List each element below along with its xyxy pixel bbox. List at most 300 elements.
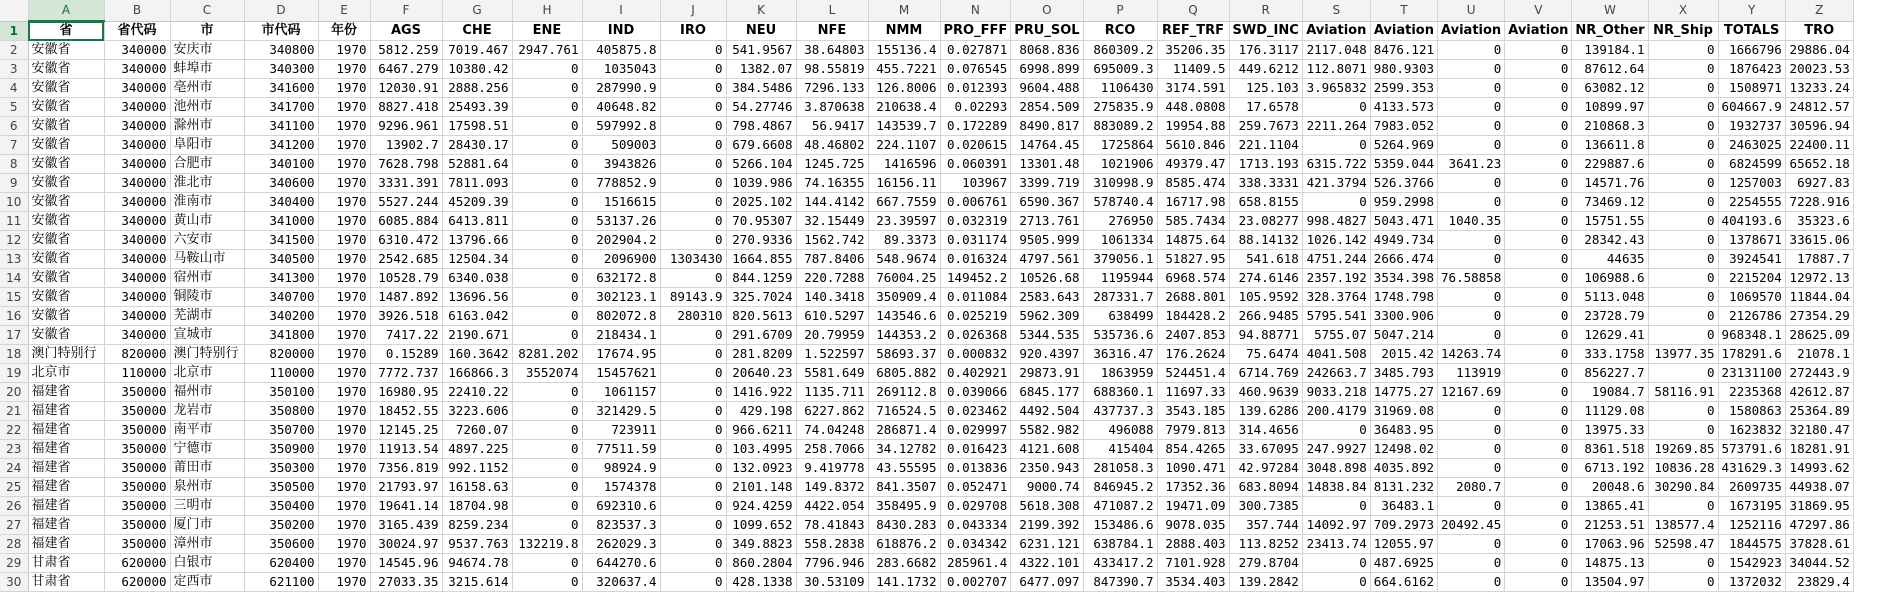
cell[interactable]: 0 xyxy=(660,364,726,383)
cell[interactable]: 0 xyxy=(1302,136,1370,155)
cell[interactable]: 5610.846 xyxy=(1157,136,1229,155)
column-header-O[interactable]: O xyxy=(1011,0,1083,21)
cell[interactable]: 287990.9 xyxy=(582,79,660,98)
cell[interactable]: 福建省 xyxy=(28,497,104,516)
cell[interactable]: 3048.898 xyxy=(1302,459,1370,478)
cell[interactable]: 350800 xyxy=(244,402,318,421)
column-header-H[interactable]: H xyxy=(512,0,582,21)
cell[interactable]: 0 xyxy=(1438,459,1505,478)
cell[interactable]: 3924541 xyxy=(1718,250,1785,269)
cell[interactable]: 12145.25 xyxy=(370,421,442,440)
header-cell[interactable]: NFE xyxy=(796,21,868,41)
cell[interactable]: 0 xyxy=(1438,193,1505,212)
cell[interactable]: 11844.04 xyxy=(1785,288,1853,307)
cell[interactable]: 0 xyxy=(1505,60,1572,79)
cell[interactable]: 福建省 xyxy=(28,516,104,535)
cell[interactable]: 5795.541 xyxy=(1302,307,1370,326)
cell[interactable]: 340000 xyxy=(104,174,170,193)
cell[interactable]: 马鞍山市 xyxy=(170,250,244,269)
cell[interactable]: 487.6925 xyxy=(1370,554,1437,573)
cell[interactable]: 139.6286 xyxy=(1229,402,1302,421)
row-number[interactable]: 28 xyxy=(0,535,28,554)
cell[interactable]: 21793.97 xyxy=(370,478,442,497)
cell[interactable]: 920.4397 xyxy=(1011,345,1083,364)
cell[interactable]: 1035043 xyxy=(582,60,660,79)
cell[interactable]: 688360.1 xyxy=(1083,383,1157,402)
cell[interactable]: 1039.986 xyxy=(726,174,796,193)
cell[interactable]: 11913.54 xyxy=(370,440,442,459)
cell[interactable]: 2357.192 xyxy=(1302,269,1370,288)
cell[interactable]: 6714.769 xyxy=(1229,364,1302,383)
cell[interactable]: 178291.6 xyxy=(1718,345,1785,364)
cell[interactable]: 安徽省 xyxy=(28,60,104,79)
cell[interactable]: 18281.91 xyxy=(1785,440,1853,459)
cell[interactable]: 0 xyxy=(1438,174,1505,193)
cell[interactable]: 350000 xyxy=(104,421,170,440)
cell[interactable]: 0 xyxy=(660,459,726,478)
cell[interactable]: 13504.97 xyxy=(1572,573,1648,592)
cell[interactable]: 北京市 xyxy=(170,364,244,383)
cell[interactable]: 3534.398 xyxy=(1370,269,1437,288)
cell[interactable]: 0.402921 xyxy=(940,364,1011,383)
cell[interactable]: 1970 xyxy=(318,98,370,117)
cell[interactable]: 8490.817 xyxy=(1011,117,1083,136)
cell[interactable]: 144353.2 xyxy=(868,326,940,345)
cell[interactable]: 0.029708 xyxy=(940,497,1011,516)
cell[interactable]: 0 xyxy=(660,41,726,60)
header-cell[interactable]: 省 xyxy=(28,21,104,41)
cell[interactable]: 924.4259 xyxy=(726,497,796,516)
cell[interactable]: 709.2973 xyxy=(1370,516,1437,535)
row-number[interactable]: 7 xyxy=(0,136,28,155)
cell[interactable]: 4322.101 xyxy=(1011,554,1083,573)
cell[interactable]: 76004.25 xyxy=(868,269,940,288)
cell[interactable]: 15457621 xyxy=(582,364,660,383)
cell[interactable]: 350400 xyxy=(244,497,318,516)
cell[interactable]: 0 xyxy=(512,155,582,174)
cell[interactable]: 338.3331 xyxy=(1229,174,1302,193)
cell[interactable]: 0 xyxy=(660,440,726,459)
cell[interactable]: 0.006761 xyxy=(940,193,1011,212)
cell[interactable]: 597992.8 xyxy=(582,117,660,136)
cell[interactable]: 宁德市 xyxy=(170,440,244,459)
cell[interactable]: 103.4995 xyxy=(726,440,796,459)
cell[interactable]: 0 xyxy=(1438,554,1505,573)
cell[interactable]: 0 xyxy=(1505,326,1572,345)
cell[interactable]: 0 xyxy=(1648,136,1718,155)
cell[interactable]: 1970 xyxy=(318,288,370,307)
cell[interactable]: 0 xyxy=(1648,98,1718,117)
cell[interactable]: 8259.234 xyxy=(442,516,512,535)
cell[interactable]: 325.7024 xyxy=(726,288,796,307)
cell[interactable]: 496088 xyxy=(1083,421,1157,440)
cell[interactable]: 17063.96 xyxy=(1572,535,1648,554)
cell[interactable]: 621100 xyxy=(244,573,318,592)
cell[interactable]: 112.8071 xyxy=(1302,60,1370,79)
cell[interactable]: 0 xyxy=(1505,155,1572,174)
cell[interactable]: 池州市 xyxy=(170,98,244,117)
cell[interactable]: 0.013836 xyxy=(940,459,1011,478)
cell[interactable]: 966.6211 xyxy=(726,421,796,440)
cell[interactable]: 淮北市 xyxy=(170,174,244,193)
cell[interactable]: 340400 xyxy=(244,193,318,212)
cell[interactable]: 1876423 xyxy=(1718,60,1785,79)
cell[interactable]: 18452.55 xyxy=(370,402,442,421)
cell[interactable]: 1090.471 xyxy=(1157,459,1229,478)
cell[interactable]: 1970 xyxy=(318,364,370,383)
cell[interactable]: 0 xyxy=(1302,421,1370,440)
cell[interactable]: 12498.02 xyxy=(1370,440,1437,459)
cell[interactable]: 8430.283 xyxy=(868,516,940,535)
cell[interactable]: 8827.418 xyxy=(370,98,442,117)
cell[interactable]: 1970 xyxy=(318,326,370,345)
cell[interactable]: 276950 xyxy=(1083,212,1157,231)
cell[interactable]: 1970 xyxy=(318,60,370,79)
cell[interactable]: 0 xyxy=(512,193,582,212)
cell[interactable]: 0 xyxy=(1438,231,1505,250)
cell[interactable]: 0 xyxy=(660,497,726,516)
cell[interactable]: 45209.39 xyxy=(442,193,512,212)
cell[interactable]: 8068.836 xyxy=(1011,41,1083,60)
cell[interactable]: 1416.922 xyxy=(726,383,796,402)
cell[interactable]: 138577.4 xyxy=(1648,516,1718,535)
cell[interactable]: 0.023462 xyxy=(940,402,1011,421)
cell[interactable]: 3174.591 xyxy=(1157,79,1229,98)
cell[interactable]: 3943826 xyxy=(582,155,660,174)
cell[interactable]: 5264.969 xyxy=(1370,136,1437,155)
cell[interactable]: 0 xyxy=(1505,421,1572,440)
cell[interactable]: 13796.66 xyxy=(442,231,512,250)
cell[interactable]: 27354.29 xyxy=(1785,307,1853,326)
cell[interactable]: 0 xyxy=(1648,41,1718,60)
cell[interactable]: 98.55819 xyxy=(796,60,868,79)
cell[interactable]: 0 xyxy=(1505,79,1572,98)
cell[interactable]: 7019.467 xyxy=(442,41,512,60)
cell[interactable]: 1195944 xyxy=(1083,269,1157,288)
cell[interactable]: 5527.244 xyxy=(370,193,442,212)
cell[interactable]: 4422.054 xyxy=(796,497,868,516)
column-header-N[interactable]: N xyxy=(940,0,1011,21)
cell[interactable]: 716524.5 xyxy=(868,402,940,421)
cell[interactable]: 安徽省 xyxy=(28,117,104,136)
cell[interactable]: 3.870638 xyxy=(796,98,868,117)
cell[interactable]: 350900 xyxy=(244,440,318,459)
cell[interactable]: 30290.84 xyxy=(1648,478,1718,497)
cell[interactable]: 福建省 xyxy=(28,421,104,440)
header-cell[interactable]: Aviation xyxy=(1505,21,1572,41)
cell[interactable]: 341600 xyxy=(244,79,318,98)
cell[interactable]: 6845.177 xyxy=(1011,383,1083,402)
cell[interactable]: 638784.1 xyxy=(1083,535,1157,554)
cell[interactable]: 0 xyxy=(1438,535,1505,554)
cell[interactable]: 6467.279 xyxy=(370,60,442,79)
row-number[interactable]: 6 xyxy=(0,117,28,136)
cell[interactable]: 202904.2 xyxy=(582,231,660,250)
cell[interactable]: 1061157 xyxy=(582,383,660,402)
cell[interactable]: 0 xyxy=(1438,98,1505,117)
cell[interactable]: 1487.892 xyxy=(370,288,442,307)
cell[interactable]: 1416596 xyxy=(868,155,940,174)
cell[interactable]: 0 xyxy=(1648,193,1718,212)
row-number[interactable]: 27 xyxy=(0,516,28,535)
cell[interactable]: 14775.27 xyxy=(1370,383,1437,402)
cell[interactable]: 0 xyxy=(1505,193,1572,212)
cell[interactable]: 安徽省 xyxy=(28,155,104,174)
cell[interactable]: 8131.232 xyxy=(1370,478,1437,497)
cell[interactable]: 340000 xyxy=(104,136,170,155)
cell[interactable]: 1574378 xyxy=(582,478,660,497)
cell[interactable]: 0 xyxy=(512,554,582,573)
cell[interactable]: 1970 xyxy=(318,421,370,440)
cell[interactable]: 48.46802 xyxy=(796,136,868,155)
cell[interactable]: 28625.09 xyxy=(1785,326,1853,345)
cell[interactable]: 184428.2 xyxy=(1157,307,1229,326)
cell[interactable]: 4035.892 xyxy=(1370,459,1437,478)
header-cell[interactable]: IRO xyxy=(660,21,726,41)
cell[interactable]: 宿州市 xyxy=(170,269,244,288)
cell[interactable]: 221.1104 xyxy=(1229,136,1302,155)
cell[interactable]: 30596.94 xyxy=(1785,117,1853,136)
cell[interactable]: 0 xyxy=(1505,535,1572,554)
cell[interactable]: 0 xyxy=(1505,516,1572,535)
select-all-corner[interactable] xyxy=(0,0,28,21)
cell[interactable]: 六安市 xyxy=(170,231,244,250)
cell[interactable]: 0 xyxy=(512,516,582,535)
cell[interactable]: 9078.035 xyxy=(1157,516,1229,535)
cell[interactable]: 1970 xyxy=(318,79,370,98)
cell[interactable]: 1932737 xyxy=(1718,117,1785,136)
cell[interactable]: 2609735 xyxy=(1718,478,1785,497)
cell[interactable]: 667.7559 xyxy=(868,193,940,212)
cell[interactable]: 1970 xyxy=(318,212,370,231)
cell[interactable]: 23413.74 xyxy=(1302,535,1370,554)
cell[interactable]: 4133.573 xyxy=(1370,98,1437,117)
cell[interactable]: 350000 xyxy=(104,516,170,535)
cell[interactable]: 0 xyxy=(1438,573,1505,592)
cell[interactable]: 14875.64 xyxy=(1157,231,1229,250)
cell[interactable]: 823537.3 xyxy=(582,516,660,535)
cell[interactable]: 113.8252 xyxy=(1229,535,1302,554)
cell[interactable]: 30.53109 xyxy=(796,573,868,592)
cell[interactable]: 0 xyxy=(512,326,582,345)
cell[interactable]: 31869.95 xyxy=(1785,497,1853,516)
cell[interactable]: 芜湖市 xyxy=(170,307,244,326)
cell[interactable]: 19084.7 xyxy=(1572,383,1648,402)
cell[interactable]: 0 xyxy=(512,60,582,79)
cell[interactable]: 524451.4 xyxy=(1157,364,1229,383)
cell[interactable]: 龙岩市 xyxy=(170,402,244,421)
column-header-D[interactable]: D xyxy=(244,0,318,21)
cell[interactable]: 定西市 xyxy=(170,573,244,592)
cell[interactable]: 56.9417 xyxy=(796,117,868,136)
cell[interactable]: 0.039066 xyxy=(940,383,1011,402)
cell[interactable]: 0 xyxy=(512,573,582,592)
cell[interactable]: 31969.08 xyxy=(1370,402,1437,421)
cell[interactable]: 968348.1 xyxy=(1718,326,1785,345)
cell[interactable]: 4121.608 xyxy=(1011,440,1083,459)
cell[interactable]: 285961.4 xyxy=(940,554,1011,573)
cell[interactable]: 2211.264 xyxy=(1302,117,1370,136)
cell[interactable]: 455.7221 xyxy=(868,60,940,79)
cell[interactable]: 798.4867 xyxy=(726,117,796,136)
cell[interactable]: 58693.37 xyxy=(868,345,940,364)
cell[interactable]: 8585.474 xyxy=(1157,174,1229,193)
cell[interactable]: 8361.518 xyxy=(1572,440,1648,459)
cell[interactable]: 17352.36 xyxy=(1157,478,1229,497)
cell[interactable]: 0 xyxy=(1648,60,1718,79)
cell[interactable]: 139184.1 xyxy=(1572,41,1648,60)
cell[interactable]: 安徽省 xyxy=(28,98,104,117)
cell[interactable]: 2190.671 xyxy=(442,326,512,345)
cell[interactable]: 139.2842 xyxy=(1229,573,1302,592)
cell[interactable]: 340700 xyxy=(244,288,318,307)
cell[interactable]: 0 xyxy=(512,497,582,516)
cell[interactable]: 281058.3 xyxy=(1083,459,1157,478)
cell[interactable]: 0 xyxy=(1648,174,1718,193)
cell[interactable]: 0 xyxy=(1505,98,1572,117)
cell[interactable]: 厦门市 xyxy=(170,516,244,535)
cell[interactable]: 安徽省 xyxy=(28,250,104,269)
cell[interactable]: 1061334 xyxy=(1083,231,1157,250)
row-number[interactable]: 17 xyxy=(0,326,28,345)
cell[interactable]: 0.011084 xyxy=(940,288,1011,307)
cell[interactable]: 33.67095 xyxy=(1229,440,1302,459)
cell[interactable]: 1106430 xyxy=(1083,79,1157,98)
cell[interactable]: 12055.97 xyxy=(1370,535,1437,554)
cell[interactable]: 210868.3 xyxy=(1572,117,1648,136)
cell[interactable]: 2888.403 xyxy=(1157,535,1229,554)
cell[interactable]: 6310.472 xyxy=(370,231,442,250)
cell[interactable]: 449.6212 xyxy=(1229,60,1302,79)
cell[interactable]: 350500 xyxy=(244,478,318,497)
cell[interactable]: 695009.3 xyxy=(1083,60,1157,79)
cell[interactable]: 846945.2 xyxy=(1083,478,1157,497)
cell[interactable]: 1970 xyxy=(318,459,370,478)
cell[interactable]: 1664.855 xyxy=(726,250,796,269)
cell[interactable]: 1970 xyxy=(318,250,370,269)
cell[interactable]: 860.2804 xyxy=(726,554,796,573)
cell[interactable]: 4797.561 xyxy=(1011,250,1083,269)
cell[interactable]: 23.39597 xyxy=(868,212,940,231)
row-number[interactable]: 19 xyxy=(0,364,28,383)
cell[interactable]: 0 xyxy=(512,117,582,136)
cell[interactable]: 429.198 xyxy=(726,402,796,421)
cell[interactable]: 266.9485 xyxy=(1229,307,1302,326)
row-number[interactable]: 13 xyxy=(0,250,28,269)
cell[interactable]: 2542.685 xyxy=(370,250,442,269)
cell[interactable]: 63082.12 xyxy=(1572,79,1648,98)
cell[interactable]: 7228.916 xyxy=(1785,193,1853,212)
cell[interactable]: 6227.862 xyxy=(796,402,868,421)
cell[interactable]: 1245.725 xyxy=(796,155,868,174)
cell[interactable]: 19954.88 xyxy=(1157,117,1229,136)
cell[interactable]: 160.3642 xyxy=(442,345,512,364)
cell[interactable]: 0 xyxy=(1505,573,1572,592)
cell[interactable]: 6805.882 xyxy=(868,364,940,383)
cell[interactable]: 16717.98 xyxy=(1157,193,1229,212)
cell[interactable]: 0 xyxy=(1505,41,1572,60)
cell[interactable]: 106988.6 xyxy=(1572,269,1648,288)
cell[interactable]: 2235368 xyxy=(1718,383,1785,402)
cell[interactable]: 70.95307 xyxy=(726,212,796,231)
cell[interactable]: 350909.4 xyxy=(868,288,940,307)
cell[interactable]: 28430.17 xyxy=(442,136,512,155)
cell[interactable]: 279.8704 xyxy=(1229,554,1302,573)
cell[interactable]: 1748.798 xyxy=(1370,288,1437,307)
cell[interactable]: 17887.7 xyxy=(1785,250,1853,269)
cell[interactable]: 25493.39 xyxy=(442,98,512,117)
cell[interactable]: 224.1107 xyxy=(868,136,940,155)
cell[interactable]: 0 xyxy=(1505,554,1572,573)
cell[interactable]: 14263.74 xyxy=(1438,345,1505,364)
cell[interactable]: 36316.47 xyxy=(1083,345,1157,364)
row-number[interactable]: 29 xyxy=(0,554,28,573)
cell[interactable]: 1970 xyxy=(318,41,370,60)
cell[interactable]: 10380.42 xyxy=(442,60,512,79)
cell[interactable]: 604667.9 xyxy=(1718,98,1785,117)
column-header-X[interactable]: X xyxy=(1648,0,1718,21)
cell[interactable]: 21078.1 xyxy=(1785,345,1853,364)
cell[interactable]: 0.031174 xyxy=(940,231,1011,250)
cell[interactable]: 125.103 xyxy=(1229,79,1302,98)
cell[interactable]: 959.2998 xyxy=(1370,193,1437,212)
cell[interactable]: 19641.14 xyxy=(370,497,442,516)
cell[interactable]: 5812.259 xyxy=(370,41,442,60)
cell[interactable]: 421.3794 xyxy=(1302,174,1370,193)
cell[interactable]: 0 xyxy=(1438,307,1505,326)
cell[interactable]: 300.7385 xyxy=(1229,497,1302,516)
column-header-C[interactable]: C xyxy=(170,0,244,21)
cell[interactable]: 20.79959 xyxy=(796,326,868,345)
cell[interactable]: 3300.906 xyxy=(1370,307,1437,326)
header-cell[interactable]: NR_Other xyxy=(1572,21,1648,41)
cell[interactable]: 75.6474 xyxy=(1229,345,1302,364)
header-cell[interactable]: RCO xyxy=(1083,21,1157,41)
cell[interactable]: 29873.91 xyxy=(1011,364,1083,383)
cell[interactable]: 15751.55 xyxy=(1572,212,1648,231)
row-number[interactable]: 26 xyxy=(0,497,28,516)
cell[interactable]: 11697.33 xyxy=(1157,383,1229,402)
cell[interactable]: 安徽省 xyxy=(28,136,104,155)
cell[interactable]: 17.6578 xyxy=(1229,98,1302,117)
cell[interactable]: 10528.79 xyxy=(370,269,442,288)
cell[interactable]: 19269.85 xyxy=(1648,440,1718,459)
cell[interactable]: 340800 xyxy=(244,41,318,60)
cell[interactable]: 341500 xyxy=(244,231,318,250)
cell[interactable]: 242663.7 xyxy=(1302,364,1370,383)
cell[interactable]: 1378671 xyxy=(1718,231,1785,250)
column-header-G[interactable]: G xyxy=(442,0,512,21)
column-header-I[interactable]: I xyxy=(582,0,660,21)
cell[interactable]: 3165.439 xyxy=(370,516,442,535)
cell[interactable]: 341800 xyxy=(244,326,318,345)
cell[interactable]: 38.64803 xyxy=(796,41,868,60)
cell[interactable]: 2015.42 xyxy=(1370,345,1437,364)
cell[interactable]: 2854.509 xyxy=(1011,98,1083,117)
cell[interactable]: 1970 xyxy=(318,269,370,288)
cell[interactable]: 0 xyxy=(1505,497,1572,516)
cell[interactable]: 0 xyxy=(660,554,726,573)
row-number[interactable]: 11 xyxy=(0,212,28,231)
cell[interactable]: 1725864 xyxy=(1083,136,1157,155)
cell[interactable]: 341000 xyxy=(244,212,318,231)
cell[interactable]: 0 xyxy=(1505,136,1572,155)
cell[interactable]: 4949.734 xyxy=(1370,231,1437,250)
cell[interactable]: 7417.22 xyxy=(370,326,442,345)
cell[interactable]: 0 xyxy=(660,421,726,440)
cell[interactable]: 620400 xyxy=(244,554,318,573)
header-cell[interactable]: AGS xyxy=(370,21,442,41)
